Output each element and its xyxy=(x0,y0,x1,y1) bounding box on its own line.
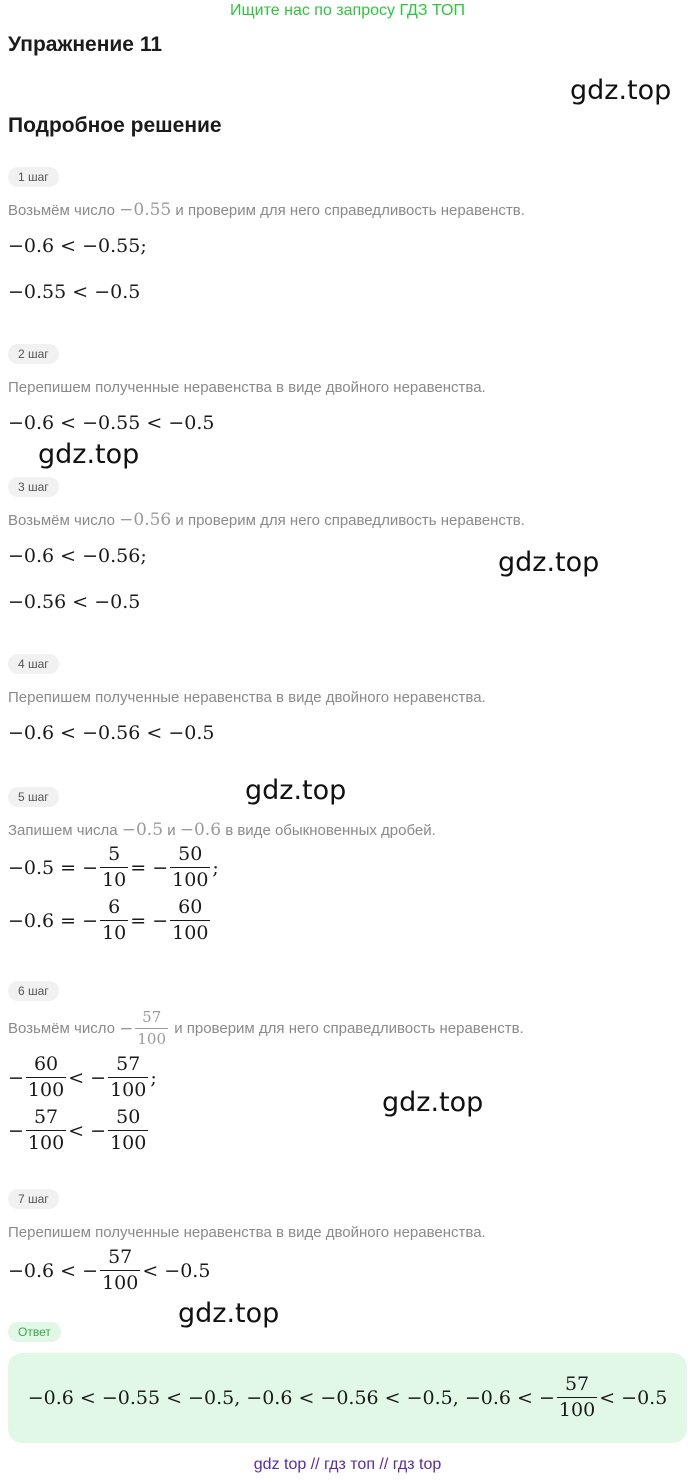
step-description: Возьмём число −0.56 и проверим для него справедливость неравенств. xyxy=(8,510,525,530)
step-description: Возьмём число −0.55 и проверим для него справедливость неравенств. xyxy=(8,200,525,220)
step-description: Перепишем полученные неравенства в виде двойного неравенства. xyxy=(8,379,486,396)
watermark: gdz.top xyxy=(38,439,140,470)
math-line: −0.6 = − $\frac{6}{10}$ = − $\frac{60}{100}$ xyxy=(8,896,209,944)
watermark: gdz.top xyxy=(570,75,672,106)
fraction: $\frac{57}{100}$ xyxy=(27,1106,65,1154)
step-label: 2 шаг xyxy=(8,344,59,364)
watermark: gdz.top xyxy=(498,547,600,578)
math-line: −0.6 < −0.56; xyxy=(8,545,147,567)
search-promo-link[interactable]: Ищите нас по запросу ГДЗ ТОП xyxy=(230,2,465,19)
math-line: −0.6 < −0.56 < −0.5 xyxy=(8,722,215,744)
step-label: 1 шаг xyxy=(8,167,59,187)
math-line: −0.5 = − $\frac{5}{10}$ = − $\frac{50}{100}$ ; xyxy=(8,843,219,891)
footer-links[interactable]: gdz top // гдз топ // гдз top xyxy=(253,1456,442,1473)
fraction: $\frac{50}{100}$ xyxy=(110,1106,147,1154)
step-label: 5 шаг xyxy=(8,787,59,807)
step-description: Запишем числа −0.5 и −0.6 в виде обыкновенных дробей. xyxy=(8,820,436,840)
math-line: −0.6 < −0.55 < −0.5 xyxy=(8,412,215,434)
step-label: 3 шаг xyxy=(8,477,59,497)
answer-label: Ответ xyxy=(8,1322,61,1342)
fraction: $\frac{50}{100}$ xyxy=(172,843,209,891)
fraction: $\frac{57}{100}$ xyxy=(137,1008,167,1048)
answer-box: −0.6 < −0.55 < −0.5, −0.6 < −0.56 < −0.5, −0.6 < − $\frac{57}{100}$ < −0.5 xyxy=(8,1353,687,1443)
fraction: $\frac{5}{10}$ xyxy=(102,843,127,891)
watermark: gdz.top xyxy=(178,1298,280,1329)
fraction: $\frac{60}{100}$ xyxy=(172,896,209,944)
step-description: Возьмём число − $\frac{57}{100}$ и проверим для него справедливость неравенств. xyxy=(8,1008,524,1048)
step-label: 6 шаг xyxy=(8,981,59,1001)
math-line: − $\frac{60}{100}$ < − $\frac{57}{100}$ ; xyxy=(8,1053,157,1101)
math-line: −0.56 < −0.5 xyxy=(8,591,141,613)
step-label: 4 шаг xyxy=(8,654,59,674)
page-title: Упражнение 11 xyxy=(8,33,163,56)
section-title: Подробное решение xyxy=(8,114,222,137)
step-description: Перепишем полученные неравенства в виде двойного неравенства. xyxy=(8,689,486,706)
fraction: $\frac{57}{100}$ xyxy=(558,1373,596,1421)
fraction: $\frac{60}{100}$ xyxy=(27,1053,65,1101)
math-line: − $\frac{57}{100}$ < − $\frac{50}{100}$ xyxy=(8,1106,147,1154)
watermark: gdz.top xyxy=(245,775,347,806)
step-description: Перепишем полученные неравенства в виде двойного неравенства. xyxy=(8,1224,486,1241)
fraction: $\frac{57}{100}$ xyxy=(102,1246,139,1294)
watermark: gdz.top xyxy=(382,1087,484,1118)
math-line: −0.55 < −0.5 xyxy=(8,281,141,303)
fraction: $\frac{6}{10}$ xyxy=(102,896,127,944)
math-line: −0.6 < −0.55; xyxy=(8,235,147,257)
math-line: −0.6 < − $\frac{57}{100}$ < −0.5 xyxy=(8,1246,211,1294)
fraction: $\frac{57}{100}$ xyxy=(110,1053,147,1101)
step-label: 7 шаг xyxy=(8,1189,59,1209)
